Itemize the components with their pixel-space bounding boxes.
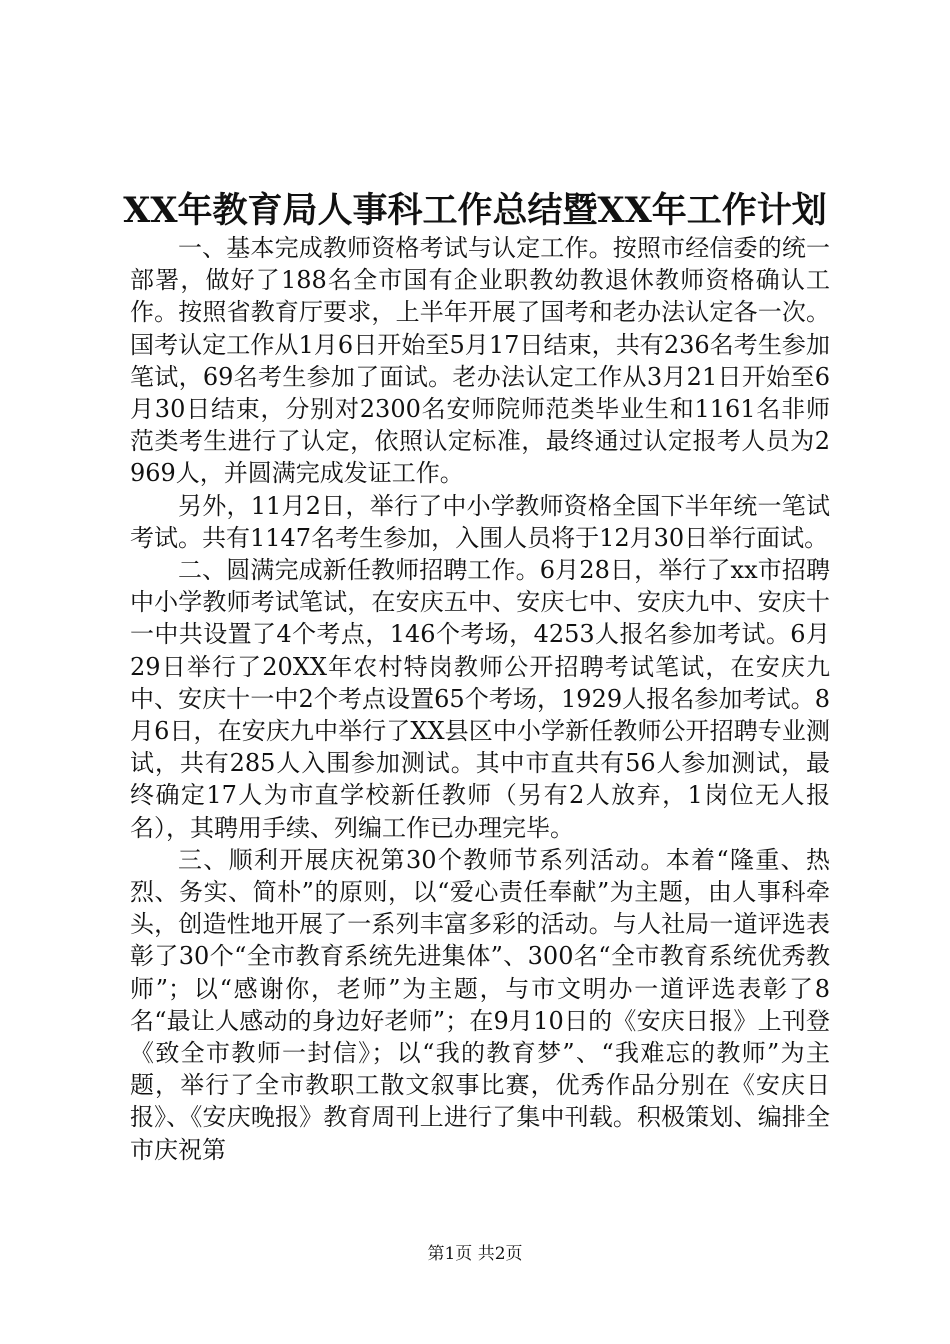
paragraph-qualification-exam: 一、基本完成教师资格考试与认定工作。按照市经信委的统一部署，做好了188名全市国有企业职教幼教退休教师资格确认工作。按照省教育厅要求，上半年开展了国考和老办法认定各一次。国考认定工作从1月6日开始至5月17日结束，共有236名考生参加笔试，69名考生参加了面试。老办法认定工作从3月21日开始至6月30日结束，分别对2300名安师院师范类毕业生和1161名非师范类考生进行了认定，依照认定标准，最终通过认定报考人员为2969人，并圆满完成发证工作。 <box>130 234 830 488</box>
paragraph-teacher-recruitment: 二、圆满完成新任教师招聘工作。6月28日，举行了xx市招聘中小学教师考试笔试，在安庆五中、安庆七中、安庆九中、安庆十一中共设置了4个考点，146个考场，4253人报名参加考试。6月29日举行了20XX年农村特岗教师公开招聘考试笔试，在安庆九中、安庆十一中2个考点设置65个考场，1929人报名参加考试。8月6日，在安庆九中举行了XX县区中小学新任教师公开招聘专业测试，共有285人入围参加测试。其中市直共有56人参加测试，最终确定17人为市直学校新任教师（另有2人放弃，1岗位无人报名），其聘用手续、列编工作已办理完毕。 <box>130 556 830 842</box>
paragraph-teachers-day: 三、顺利开展庆祝第30个教师节系列活动。本着“隆重、热烈、务实、简朴”的原则，以“爱心责任奉献”为主题，由人事科牵头，创造性地开展了一系列丰富多彩的活动。与人社局一道评选表彰了30个“全市教育系统先进集体”、300名“全市教育系统优秀教师”；以“感谢你，老师”为主题，与市文明办一道评选表彰了8名“最让人感动的身边好老师”；在9月10日的《安庆日报》上刊登《致全市教师一封信》；以“我的教育梦”、“我难忘的教师”为主题，举行了全市教职工散文叙事比赛，优秀作品分别在《安庆日报》、《安庆晚报》教育周刊上进行了集中刊载。积极策划、编排全市庆祝第 <box>130 845 830 1164</box>
page-indicator: 第1页 共2页 <box>427 1244 523 1264</box>
document-title: XX年教育局人事科工作总结暨XX年工作计划 <box>123 190 827 231</box>
paragraph-written-exam: 另外，11月2日，举行了中小学教师资格全国下半年统一笔试考试。共有1147名考生参加，入围人员将于12月30日举行面试。 <box>130 491 830 552</box>
document-body <box>130 232 830 1166</box>
